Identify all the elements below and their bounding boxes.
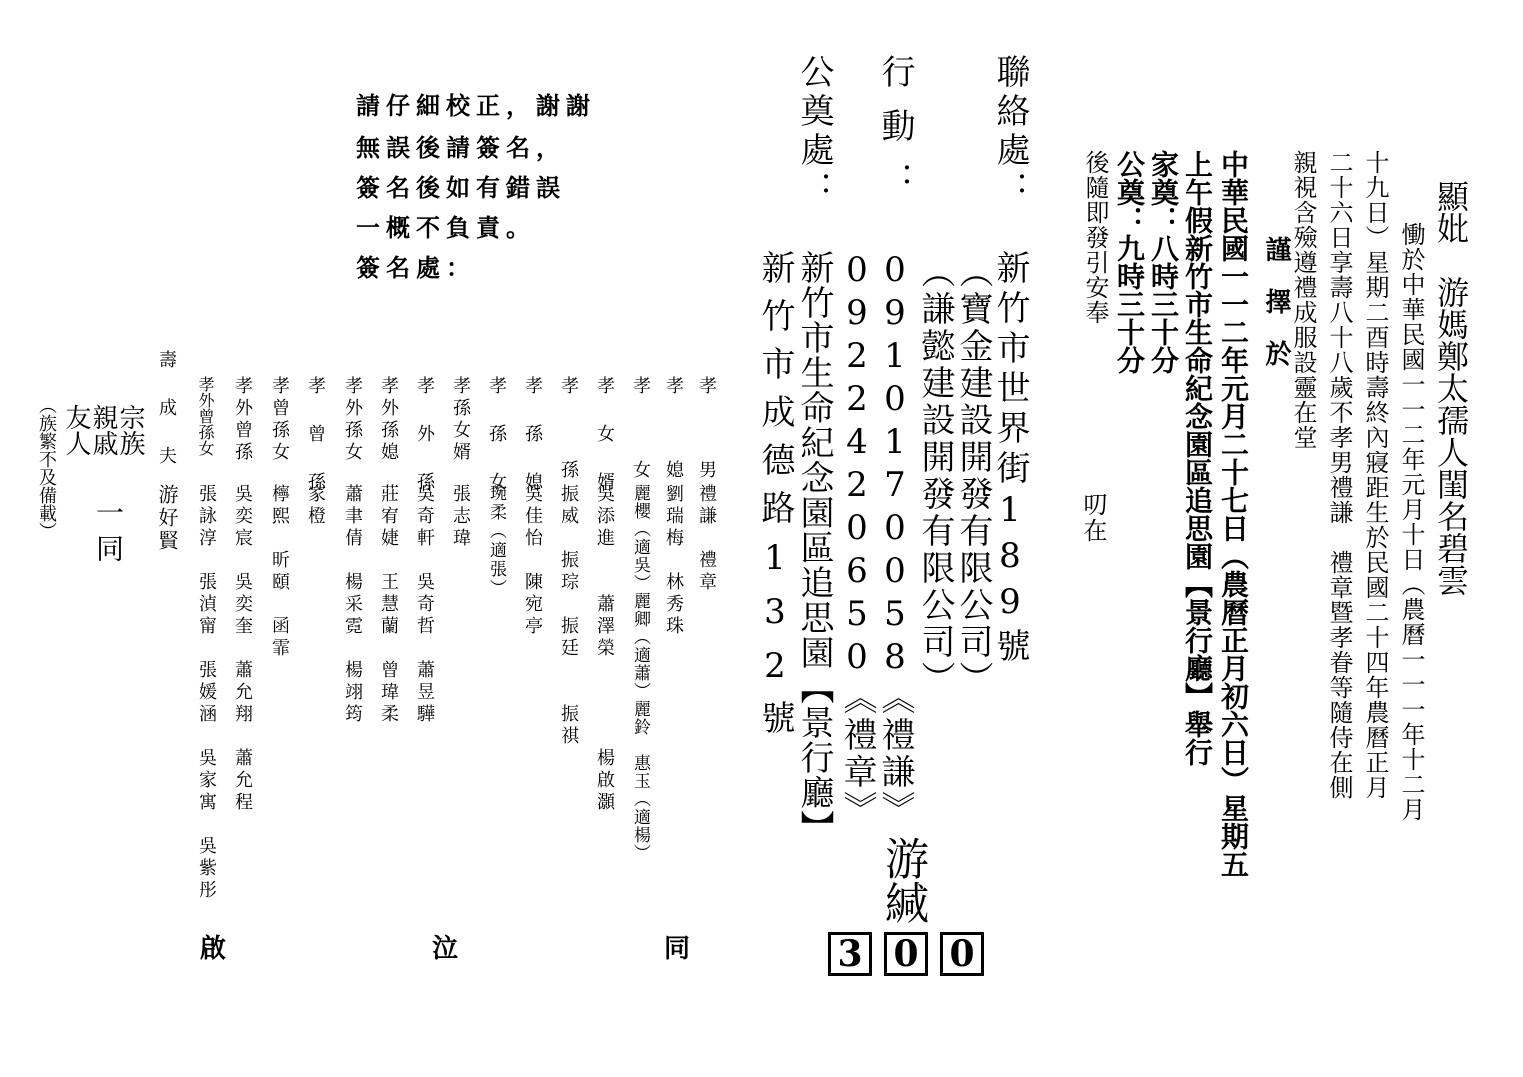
mobile-number-1: 0910170058《禮謙》 (875, 250, 915, 828)
family-names: 檸熙 昕頤 函霏 (269, 484, 290, 660)
footer-char-1: 啟 (200, 934, 227, 964)
liaison-label: 聯絡處： (990, 54, 1030, 210)
family-names: 琬柔（適張） (486, 484, 506, 598)
family-names: 振威 振琮 振廷 振祺 (558, 484, 579, 748)
acknowledgement: 叨在 (1079, 492, 1107, 544)
relatives-clan: 宗族 (115, 404, 145, 456)
signer-code-digit-2: 0 (884, 932, 928, 976)
family-names: 麗櫻（適吳）麗卿（適蕭）麗鈴 惠玉（適楊） (630, 484, 650, 862)
venue-address: 新竹市成德路132號 (755, 250, 795, 748)
husband-label: 壽 成 夫 (156, 350, 177, 470)
procession-note: 後隨即發引安奉 (1081, 150, 1109, 325)
liaison-address: 新竹市世界街189號 (990, 250, 1030, 668)
family-names: 張志瑋 (450, 484, 471, 550)
mobile-label: 行動： (875, 54, 915, 216)
family-label: 孝孫女婿 (450, 376, 471, 464)
family-names: 劉瑞梅 林秀珠 (663, 484, 684, 638)
family-label: 孝外孫媳 (378, 376, 399, 464)
obituary-line-2: 慟於中華民國一一二年元月十日（農曆一一一年十二月 (1397, 222, 1425, 822)
family-label: 孝外孫女 (342, 376, 363, 464)
family-label: 孝 曾 孫 (305, 376, 326, 496)
signer-code-digit-3: 0 (940, 932, 984, 976)
liaison-company-1: （寶金建設開發有限公司） (953, 254, 993, 698)
proof-line-1: 請仔細校正，謝謝 (356, 92, 596, 120)
family-names: 莊宥婕 王慧蘭 曾瑋柔 (378, 484, 399, 726)
family-label: 孝曾孫女 (269, 376, 290, 464)
footer-char-2: 泣 (432, 934, 459, 964)
relatives-kin: 親戚 (88, 404, 118, 456)
family-names: 吳佳怡 陳宛亭 (522, 484, 543, 638)
obituary-line-5: 親視含殮遵禮成服設靈在堂 (1289, 150, 1317, 450)
family-names: 張詠淳 張湞甯 張媛涵 吳家寓 吳紫彤 (196, 484, 217, 902)
family-label: 孝 女 婿 (594, 376, 615, 496)
family-label: 孝外曾孫女 (196, 376, 215, 456)
family-label: 孝 女 (630, 376, 651, 488)
venue-name: 新竹市生命紀念園區追思園【景行廳】 (794, 250, 834, 845)
family-names: 蕭聿倩 楊采霓 楊翊筠 (342, 484, 363, 726)
family-names: 吳奕宸 吳奕奎 蕭允翔 蕭允程 (232, 484, 253, 814)
liaison-company-2: （謙懿建設開發有限公司） (915, 254, 955, 698)
family-label: 孝 男 (696, 376, 717, 488)
deceased-name: 顯妣 游媽鄭太孺人閨名碧雲 (1432, 180, 1470, 596)
relatives-together: 一同 (92, 498, 125, 570)
family-names: 禮謙 禮章 (696, 484, 717, 594)
relatives-note: （族繁不及備載） (36, 396, 57, 540)
selected-date-label: 謹 擇 於 (1261, 236, 1291, 366)
family-label: 孝 孫 (558, 376, 579, 488)
family-names: 吳奇軒 吳奇哲 蕭昱驊 (414, 484, 435, 726)
family-label: 孝 媳 (663, 376, 684, 488)
family-label: 孝外曾孫 (232, 376, 253, 464)
obituary-line-3: 十九日）星期二酉時壽終內寢距生於民國二十四年農曆正月 (1361, 150, 1389, 800)
family-rite-time: 家奠：八時三十分 (1147, 150, 1180, 374)
relatives-friends: 友人 (61, 404, 91, 456)
family-names: 家橙 (305, 484, 326, 528)
proof-line-4: 一概不負責。 (356, 214, 536, 242)
mobile-number-2: 0922420650《禮章》 (837, 250, 877, 828)
family-names: 吳添進 蕭澤榮 楊啟灝 (594, 484, 615, 814)
proof-line-3: 簽名後如有錯誤 (356, 174, 566, 202)
funeral-venue: 上午假新竹市生命紀念園區追思園【景行廳】舉行 (1181, 150, 1214, 766)
family-label: 孝 外 孫 (414, 376, 435, 496)
husband-name: 游好賢 (155, 484, 179, 553)
footer-char-3: 同 (664, 934, 691, 964)
signer-name: 游緘 (877, 836, 928, 924)
funeral-date: 中華民國一一二年元月二十七日（農曆正月初六日）星期五 (1217, 150, 1250, 878)
proof-signature-label: 簽名處： (356, 254, 476, 282)
public-rite-time: 公奠：九時三十分 (1113, 150, 1146, 374)
proof-line-2: 無誤後請簽名， (356, 134, 566, 162)
venue-label: 公奠處： (794, 54, 834, 210)
signer-code-digit-1: 3 (828, 932, 872, 976)
obituary-line-4: 二十六日享壽八十八歲不孝男禮謙 禮章暨孝眷等隨侍在側 (1325, 150, 1353, 800)
family-label: 孝 孫 女 (486, 376, 507, 496)
family-label: 孝 孫 媳 (522, 376, 543, 496)
